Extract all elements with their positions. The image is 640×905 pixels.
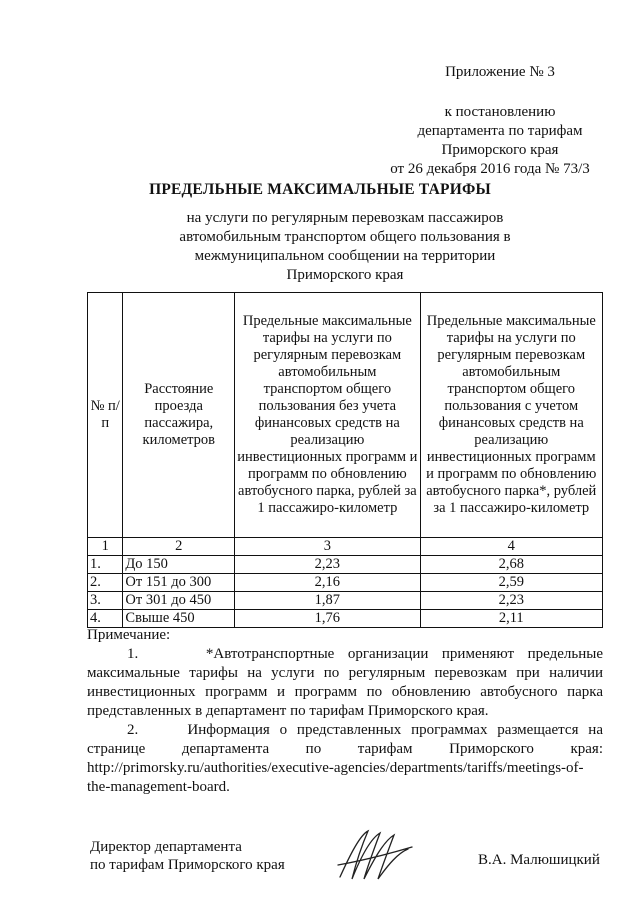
row-number: 3. (88, 592, 123, 610)
column-number: 1 (88, 538, 123, 556)
header-number: № п/п (88, 293, 123, 538)
annex-line-2: департамента по тарифам (417, 123, 583, 139)
notes-heading: Примечание: (87, 627, 171, 643)
annex-line-3: Приморского края (441, 142, 559, 158)
signer-position (90, 838, 285, 874)
header-distance: Расстояние проезда пассажира, километров (123, 293, 235, 538)
signer-position-line-1: Директор департамента (90, 839, 242, 855)
row-number: 2. (88, 574, 123, 592)
table-row (88, 592, 603, 610)
notes-block (87, 626, 603, 797)
row-tariff-2: 2,68 (420, 556, 602, 574)
row-tariff-2: 2,23 (420, 592, 602, 610)
row-tariff-1: 2,23 (235, 556, 420, 574)
row-distance: Свыше 450 (123, 610, 235, 628)
row-distance: От 301 до 450 (123, 592, 235, 610)
note-1: 1. *Автотранспортные организации применяют предельные максимальные тарифы на услуги по регулярным перевозкам при наличии инвестиционных программ и программ по обновлению автобусного парка представленных в департамент по тарифам Приморского края. (87, 646, 603, 719)
row-tariff-1: 1,76 (235, 610, 420, 628)
document-title: ПРЕДЕЛЬНЫЕ МАКСИМАЛЬНЫЕ ТАРИФЫ (149, 181, 491, 198)
row-number: 1. (88, 556, 123, 574)
signer-position-line-2: по тарифам Приморского края (90, 857, 285, 873)
annex-line-4: от 26 декабря 2016 года № 73/3 (390, 161, 590, 177)
table-row (88, 574, 603, 592)
handwritten-signature (330, 825, 420, 885)
row-tariff-1: 2,16 (235, 574, 420, 592)
row-tariff-2: 2,59 (420, 574, 602, 592)
column-number: 2 (123, 538, 235, 556)
row-tariff-1: 1,87 (235, 592, 420, 610)
column-number: 4 (420, 538, 602, 556)
signer-name: В.А. Малюшицкий (478, 852, 600, 868)
document-subtitle: на услуги по регулярным перевозкам пассажиров автомобильным транспортом общего пользования в межмуниципальном сообщении на территории Приморского края (179, 210, 511, 283)
table-row (88, 556, 603, 574)
column-number-row (88, 538, 603, 556)
annex-line-1: к постановлению (444, 104, 556, 120)
header-tariff-without-invest: Предельные максимальные тарифы на услуги по регулярным перевозкам автомобильным транспортом общего пользования без учета финансовых средств на реализацию инвестиционных программ и программ по обновлению автобусного парка, рублей за 1 пассажиро-километр (235, 293, 420, 538)
table-row (88, 610, 603, 628)
tariff-table (87, 292, 603, 628)
column-number: 3 (235, 538, 420, 556)
row-tariff-2: 2,11 (420, 610, 602, 628)
note-2: 2. Информация о представленных программах размещается на странице департамента по тарифам Приморского края: http://primorsky.ru/authorities/executive-agencies/departments/tariffs/meetings-of-the-management-board. (87, 722, 603, 795)
annex-number: Приложение № 3 (445, 64, 555, 80)
row-distance: От 151 до 300 (123, 574, 235, 592)
header-tariff-with-invest: Предельные максимальные тарифы на услуги по регулярным перевозкам автомобильным транспортом общего пользования с учетом финансовых средств на реализацию инвестиционных программ и программ по обновлению автобусного парка*, рублей за 1 пассажиро-километр (420, 293, 602, 538)
row-distance: До 150 (123, 556, 235, 574)
table-header-row (88, 293, 603, 538)
row-number: 4. (88, 610, 123, 628)
